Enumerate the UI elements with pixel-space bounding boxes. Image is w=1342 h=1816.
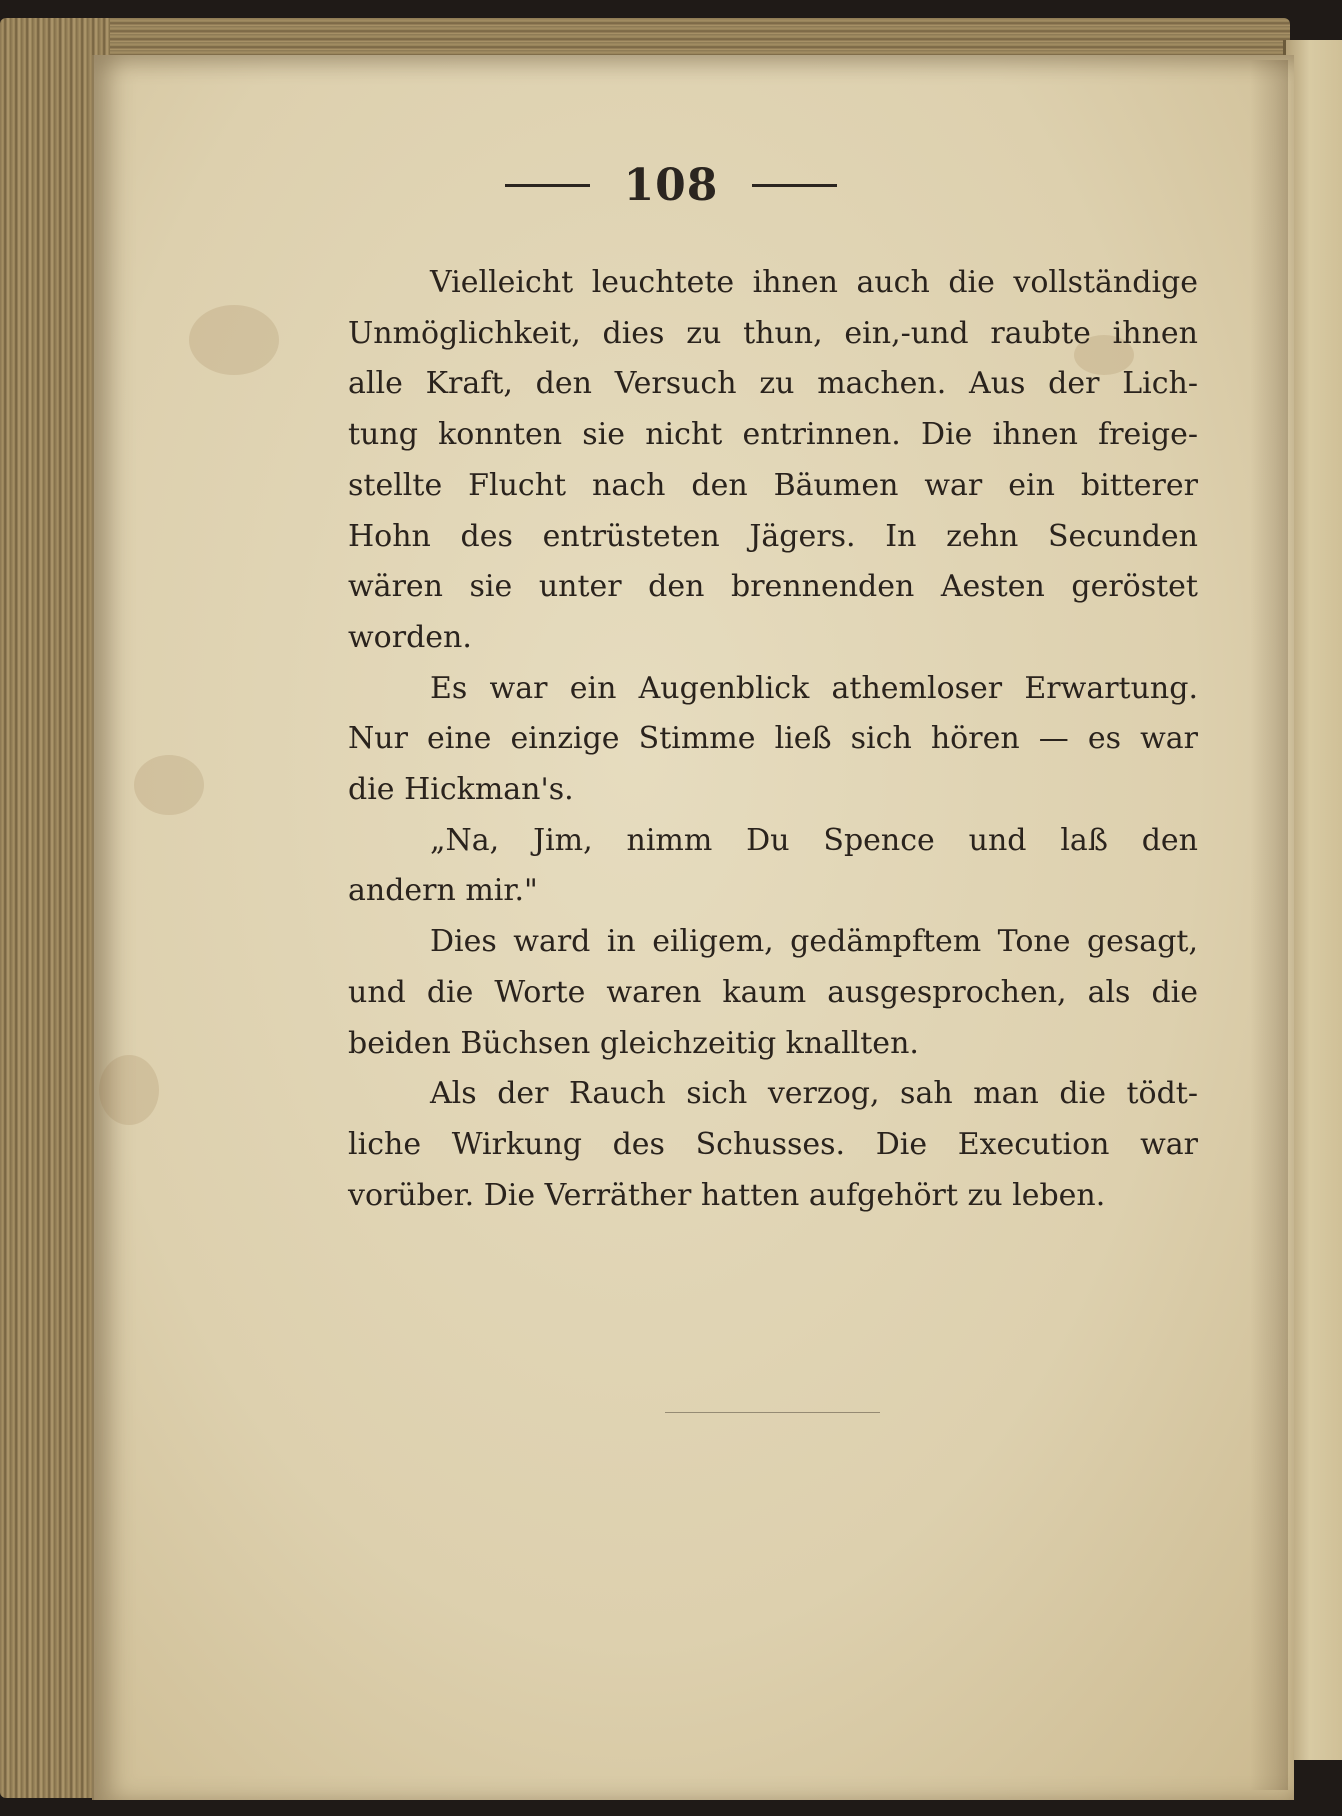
text-line: Nur eine einzige Stimme ließ sich hören — es war [348,721,1198,757]
text-line: liche Wirkung des Schusses. Die Execution war [348,1126,1198,1162]
paragraph [348,1069,1198,1221]
body-text [348,258,1198,1221]
text-line: Unmöglichkeit, dies zu thun, ein,-und raubte ihnen [348,315,1198,351]
text-line: stellte Flucht nach den Bäumen war ein bitterer [348,467,1198,503]
text-line: Es war ein Augenblick athemloser Erwartung. [430,670,1198,706]
bleed-through-rule [665,1412,880,1413]
text-line: Dies ward in eiligem, gedämpftem Tone gesagt, [430,924,1198,960]
text-line: „Na, Jim, nimm Du Spence und laß den [430,822,1198,858]
text-line: die Hickman's. [348,772,574,808]
page-number: 108 [623,160,719,211]
text-line: wären sie unter den brennenden Aesten geröstet [348,569,1198,605]
text-line: beiden Büchsen gleichzeitig knallten. [348,1025,919,1061]
text-line: und die Worte waren kaum ausgesprochen, als die [348,974,1198,1010]
paragraph [348,258,1198,664]
text-line: tung konnten sie nicht entrinnen. Die ihnen freige- [348,417,1198,453]
text-line: Vielleicht leuchtete ihnen auch die vollständige [430,265,1198,300]
paragraph [348,917,1198,1069]
header-rule-right [752,184,837,187]
text-line: Hohn des entrüsteten Jägers. In zehn Secunden [348,518,1198,554]
text-line: vorüber. Die Verräther hatten aufgehört zu leben. [348,1177,1106,1213]
paragraph [348,816,1198,917]
text-line: Als der Rauch sich verzog, sah man die tödt- [430,1076,1198,1112]
header-rule-left [505,184,590,187]
paper-stain [134,755,204,815]
paper-stain [189,305,279,375]
page-header [0,160,1342,211]
paper-stain [99,1055,159,1125]
text-line: worden. [348,619,472,655]
paragraph [348,664,1198,816]
gutter-shadow [1250,60,1288,1790]
text-line: alle Kraft, den Versuch zu machen. Aus der Lich- [348,366,1198,402]
text-line: andern mir." [348,873,538,909]
